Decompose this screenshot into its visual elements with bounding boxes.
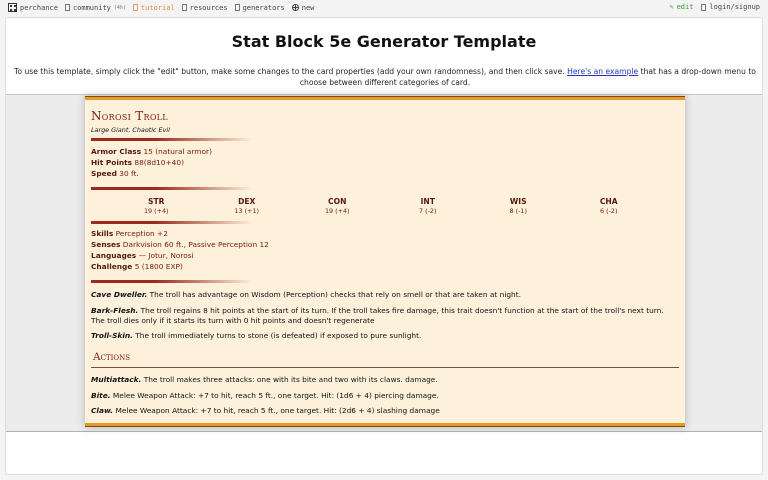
prop-value: 88(8d10+40) (134, 158, 184, 167)
nav-tutorial[interactable] (133, 4, 175, 12)
nav-tutorial-label: tutorial (140, 3, 175, 12)
ability-name: WIS (509, 197, 527, 206)
community-badge: (4h) (113, 4, 126, 11)
trait-name: Troll-Skin. (91, 331, 133, 340)
trait-cave-dweller (91, 290, 679, 300)
property-hit-points (91, 157, 212, 168)
ability-name: CON (328, 197, 347, 206)
action-name: Multiattack. (91, 375, 142, 384)
page-title: Stat Block 5e Generator Template (231, 32, 537, 51)
nav-generators-label: generators (242, 3, 285, 12)
nav-community[interactable] (65, 4, 126, 12)
chat-icon (65, 4, 70, 11)
property-senses (91, 239, 269, 250)
property-challenge (91, 261, 269, 272)
ability-value: 8 (-1) (509, 207, 527, 215)
prop-value: Perception +2 (115, 229, 168, 238)
page-description (14, 66, 756, 88)
basic-properties (91, 146, 212, 179)
trait-text: The troll immediately turns to stone (is defeated) if exposed to pure sunlight. (135, 331, 422, 340)
stat-block-card (85, 96, 685, 427)
prop-value: — Jotur, Norosi (138, 251, 194, 260)
monster-type: Large Giant, Chaotic Evil (91, 126, 170, 134)
top-nav-right (669, 3, 760, 11)
nav-community-label: community (72, 3, 111, 12)
property-skills (91, 228, 269, 239)
ability-name: INT (420, 197, 435, 206)
user-icon (701, 4, 706, 11)
book-icon (133, 4, 138, 11)
ability-cha (564, 196, 655, 216)
grid-icon (235, 4, 240, 11)
nav-resources[interactable] (182, 4, 228, 12)
edit-button[interactable] (669, 3, 693, 11)
nav-perchance[interactable] (8, 3, 58, 12)
prop-value: 30 ft. (119, 169, 139, 178)
ability-value: 7 (-2) (419, 207, 437, 215)
prop-label: Languages (91, 251, 137, 260)
top-nav-bar (0, 0, 768, 16)
ability-name: DEX (238, 197, 256, 206)
ability-value: 13 (+1) (234, 207, 260, 215)
action-bite (91, 391, 679, 401)
nav-new[interactable] (292, 4, 315, 12)
action-text: The troll makes three attacks: one with its bite and two with its claws. damage. (143, 375, 438, 384)
prop-value: 5 (1800 EXP) (134, 262, 183, 271)
nav-new-label: new (301, 3, 315, 12)
prop-label: Hit Points (91, 158, 133, 167)
actions-section (91, 375, 679, 422)
prop-label: Senses (91, 240, 121, 249)
trait-name: Bark-Flesh. (91, 305, 139, 315)
prop-label: Armor Class (91, 147, 142, 156)
ability-name: CHA (599, 197, 618, 206)
top-nav-left (8, 3, 314, 12)
actions-heading: Actions (93, 351, 131, 363)
output-frame (6, 94, 762, 432)
ability-con (292, 196, 383, 216)
property-languages (91, 250, 269, 261)
ability-value: 6 (-2) (600, 207, 618, 215)
trait-name: Cave Dweller. (91, 290, 148, 299)
pencil-icon: ✎ (669, 3, 674, 11)
prop-value: 15 (natural armor) (143, 147, 212, 156)
tapered-rule (91, 280, 253, 283)
edit-label: edit (676, 3, 694, 11)
dice-logo-icon (8, 3, 17, 12)
property-speed (91, 168, 212, 179)
action-name: Claw. (91, 406, 114, 415)
ability-wis (473, 196, 564, 216)
tapered-rule (91, 187, 253, 190)
prop-label: Speed (91, 169, 117, 178)
nav-generators[interactable] (235, 4, 285, 12)
ability-dex (202, 196, 293, 216)
action-claw (91, 406, 679, 416)
trait-troll-skin (91, 331, 679, 341)
tapered-rule (91, 138, 253, 141)
traits-section (91, 290, 679, 347)
desc-text-after: that has a drop-down menu to choose between different categories of card. (299, 67, 756, 87)
nav-resources-label: resources (189, 3, 228, 12)
property-armor-class (91, 146, 212, 157)
secondary-properties (91, 228, 269, 272)
action-multiattack (91, 375, 679, 385)
ability-value: 19 (+4) (324, 207, 350, 215)
action-text: Melee Weapon Attack: +7 to hit, reach 5 ft., one target. Hit: (2d6 + 4) slashing damage (115, 406, 440, 415)
tapered-rule (91, 221, 253, 224)
page-container (5, 17, 763, 475)
ability-value: 19 (+4) (143, 207, 169, 215)
prop-label: Challenge (91, 262, 133, 271)
prop-value: Darkvision 60 ft., Passive Perception 12 (122, 240, 269, 249)
action-text: Melee Weapon Attack: +7 to hit, reach 5 ft., one target. Hit: (1d6 + 4) piercing damage. (112, 390, 439, 400)
desc-text-before: To use this template, simply click the "edit" button, make some changes to the card properties (add your own randomness), and then click save. (14, 67, 568, 76)
nav-perchance-label: perchance (20, 3, 58, 12)
ability-scores (91, 196, 679, 216)
ability-int (383, 196, 474, 216)
login-label: login/signup (709, 3, 760, 11)
trait-text: The troll regains 8 hit points at the start of its turn. If the troll takes fire damage, this trait doesn't function at the start of the troll's next turn. The troll dies only if it starts its turn with 0 hit points and doesn't regenerate (91, 305, 664, 325)
trait-text: The troll has advantage on Wisdom (Perception) checks that rely on smell or that are taken at night. (149, 290, 521, 299)
action-name: Bite. (91, 390, 111, 400)
ability-str (111, 196, 202, 216)
globe-plus-icon (292, 4, 299, 11)
ability-name: STR (148, 197, 165, 206)
trait-bark-flesh (91, 306, 679, 326)
folder-icon (182, 4, 187, 11)
actions-divider (91, 367, 679, 368)
monster-name: Norosi Troll (91, 109, 168, 123)
example-link[interactable]: Here's an example (567, 67, 639, 76)
prop-label: Skills (91, 229, 114, 238)
login-signup-button[interactable] (701, 3, 760, 11)
